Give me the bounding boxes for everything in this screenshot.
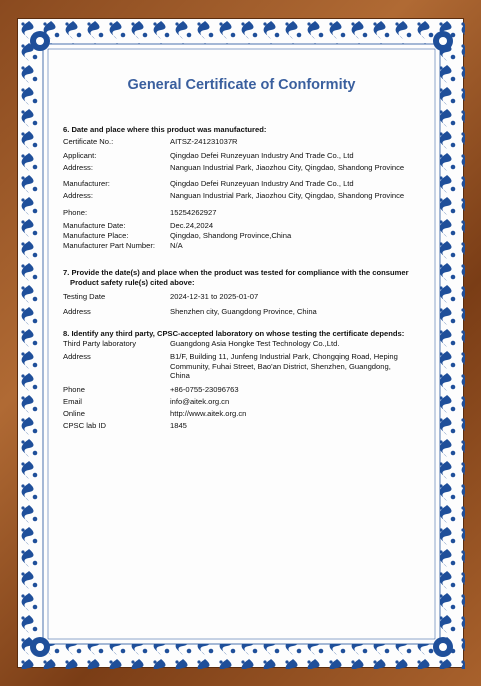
section-7 [63,268,423,316]
info-row: Manufacture Place: Qingdao, Shandong Province,China [63,230,292,240]
info-row: Testing Date 2024-12-31 to 2025-01-07 [63,291,259,301]
info-row: CPSC lab ID 1845 [63,420,187,430]
certificate-title: General Certificate of Conformity [127,77,356,93]
info-row: Certificate No.: AITSZ-241231037R [63,136,238,146]
info-row: Applicant: Qingdao Defei Runzeyuan Industry And Trade Co., Ltd [63,150,354,160]
info-row: Address: Nanguan Industrial Park, Jiaozhou City, Qingdao, Shandong Province [63,191,405,201]
section-8 [63,329,423,431]
section-6 [63,125,423,251]
info-row: Phone: 15254262927 [63,208,217,218]
section-7-subheading: Product safety rule(s) cited above: [70,277,195,287]
info-row: Address B1/F, Building 11, Junfeng Industrial Park, Chongqing Road, Heping Community, Fuhai Street, Bao'an District, Shenzhen, Guangdong, China [63,351,398,381]
info-row: Address: Nanguan Industrial Park, Jiaozhou City, Qingdao, Shandong Province [63,162,405,172]
info-row: Manufacturer Part Number: N/A [63,240,183,250]
certificate-paper [17,18,464,668]
section-8-heading: 8. Identify any third party, CPSC-accepted laboratory on whose testing the certificate depends: [63,329,405,338]
section-7-heading: 7. Provide the date(s) and place when the product was tested for compliance with the consumer [63,268,409,277]
section-6-heading: 6. Date and place where this product was manufactured: [63,125,267,134]
info-row: Manufacture Date: Dec.24,2024 [63,221,214,231]
info-row: Manufacturer: Qingdao Defei Runzeyuan Industry And Trade Co., Ltd [63,179,354,189]
info-row: Phone +86-0755-23096763 [63,385,239,395]
info-row: Third Party laboratory Guangdong Asia Hongke Test Technology Co.,Ltd. [63,338,340,348]
info-row: Address Shenzhen city, Guangdong Province, China [63,306,317,316]
info-row: Online http://www.aitek.org.cn [63,409,247,419]
info-row: Email info@aitek.org.cn [63,397,230,407]
